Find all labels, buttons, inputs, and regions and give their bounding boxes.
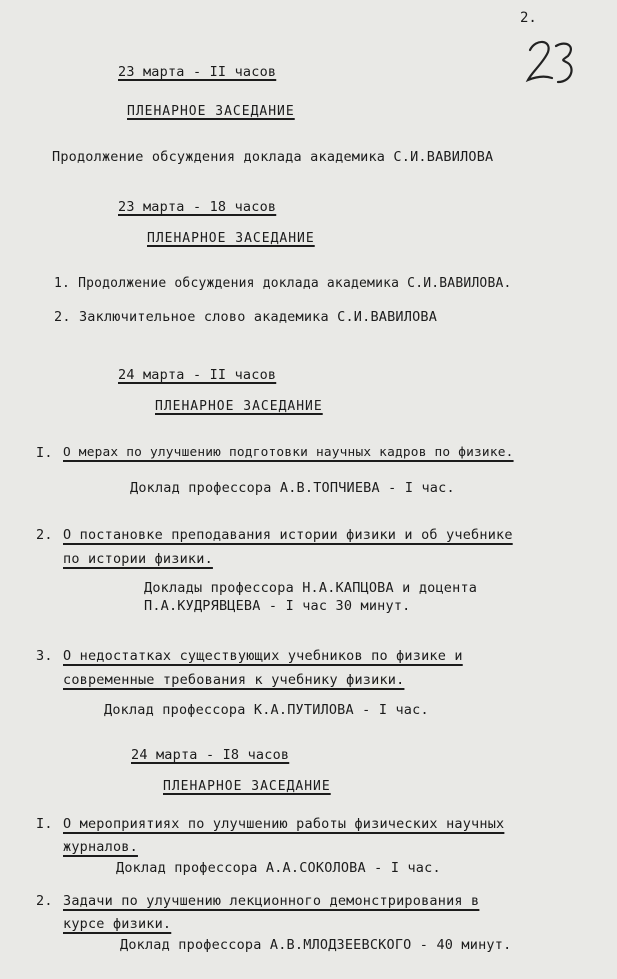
session-date-time: 23 марта - 18 часов (118, 199, 277, 215)
agenda-item-number: I. (36, 445, 53, 461)
session-title: ПЛЕНАРНОЕ ЗАСЕДАНИЕ (147, 231, 315, 246)
agenda-item-speaker: Доклад профессора К.А.ПУТИЛОВА - I час. (104, 702, 429, 718)
agenda-item-topic-continued: журналов. (63, 839, 138, 855)
agenda-item-topic: О мероприятиях по улучшению работы физических научных (63, 816, 505, 832)
page-number: 2. (520, 10, 537, 26)
agenda-item-speaker: Доклады профессора Н.А.КАПЦОВА и доцента (144, 580, 478, 596)
agenda-item-number: 2. (36, 893, 53, 909)
agenda-item-topic: Задачи по улучшению лекционного демонстрирования в (63, 893, 480, 909)
agenda-item: 2. Заключительное слово академика С.И.ВАВИЛОВА (54, 309, 438, 325)
agenda-item-number: 3. (36, 648, 53, 664)
session-date-time: 23 марта - II часов (118, 64, 277, 80)
session-title: ПЛЕНАРНОЕ ЗАСЕДАНИЕ (155, 399, 323, 414)
agenda-item-number: I. (36, 816, 53, 832)
agenda-item: 1. Продолжение обсуждения доклада академика С.И.ВАВИЛОВА. (54, 276, 512, 291)
session-title: ПЛЕНАРНОЕ ЗАСЕДАНИЕ (163, 779, 331, 794)
agenda-item-speaker-continued: П.А.КУДРЯВЦЕВА - I час 30 минут. (144, 598, 411, 614)
handwritten-number-mark (522, 36, 582, 88)
agenda-item-topic: О мерах по улучшению подготовки научных кадров по физике. (63, 445, 514, 460)
agenda-item-topic-continued: современные требования к учебнику физики. (63, 672, 405, 688)
agenda-item-topic-continued: по истории физики. (63, 551, 213, 567)
session-date-time: 24 марта - I8 часов (131, 747, 290, 763)
session-date-time: 24 марта - II часов (118, 367, 277, 383)
agenda-item-speaker: Доклад профессора А.А.СОКОЛОВА - I час. (116, 860, 441, 876)
agenda-item-topic: О постановке преподавания истории физики и об учебнике (63, 527, 513, 543)
agenda-item-speaker: Доклад профессора А.В.ТОПЧИЕВА - I час. (130, 480, 455, 496)
agenda-item-number: 2. (36, 527, 53, 543)
agenda-item-speaker: Доклад профессора А.В.МЛОДЗЕЕВСКОГО - 40 минут. (120, 937, 512, 953)
session-title: ПЛЕНАРНОЕ ЗАСЕДАНИЕ (127, 104, 295, 119)
agenda-item-topic-continued: курсе физики. (63, 916, 172, 932)
agenda-item-topic: О недостатках существующих учебников по физике и (63, 648, 463, 664)
session-intro: Продолжение обсуждения доклада академика С.И.ВАВИЛОВА (52, 149, 494, 165)
